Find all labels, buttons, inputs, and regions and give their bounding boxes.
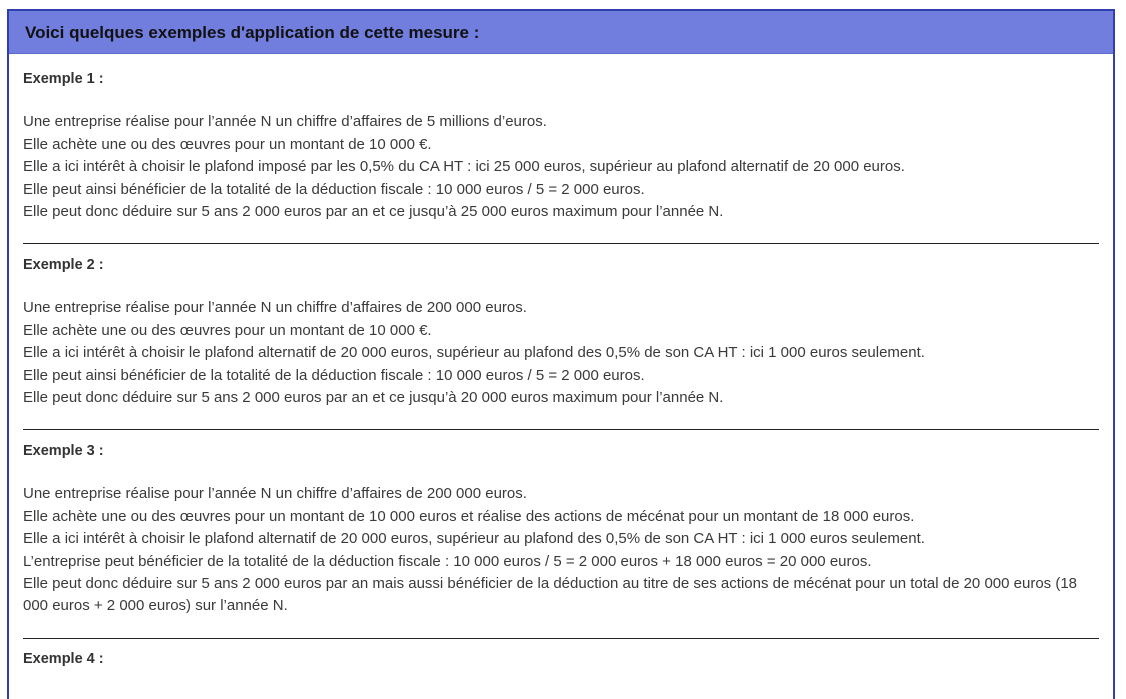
example-2-line-1: Une entreprise réalise pour l’année N un chiffre d’affaires de 200 000 euros. xyxy=(23,299,527,316)
example-separator xyxy=(23,243,1099,244)
example-1-line-4: Elle peut ainsi bénéficier de la totalité de la déduction fiscale : 10 000 euros / 5 = 2 000 euros. xyxy=(23,181,645,198)
example-3-title: Exemple 3 : xyxy=(23,443,104,459)
example-3-line-2: Elle achète une ou des œuvres pour un montant de 10 000 euros et réalise des actions de mécénat pour un montant de 18 000 euros. xyxy=(23,508,915,525)
example-1-line-5: Elle peut donc déduire sur 5 ans 2 000 euros par an et ce jusqu’à 25 000 euros maximum pour l’année N. xyxy=(23,203,724,220)
example-3-line-5: Elle peut donc déduire sur 5 ans 2 000 euros par an mais aussi bénéficier de la déduction au titre de ses actions de mécénat pour un total de 20 000 euros (18 000 euros + 2 000 euros) sur l’année N. xyxy=(23,575,1078,614)
example-3-line-4: L’entreprise peut bénéficier de la totalité de la déduction fiscale : 10 000 euros / 5 = 2 000 euros + 18 000 euros = 20 000 euros. xyxy=(23,553,872,570)
example-1-line-1: Une entreprise réalise pour l’année N un chiffre d’affaires de 5 millions d’euros. xyxy=(23,113,547,130)
example-3-line-1: Une entreprise réalise pour l’année N un chiffre d’affaires de 200 000 euros. xyxy=(23,485,527,502)
example-2-line-5: Elle peut donc déduire sur 5 ans 2 000 euros par an et ce jusqu’à 20 000 euros maximum pour l’année N. xyxy=(23,389,724,406)
example-2-line-3: Elle a ici intérêt à choisir le plafond alternatif de 20 000 euros, supérieur au plafond des 0,5% de son CA HT : ici 1 000 euros seulement. xyxy=(23,344,925,361)
example-separator xyxy=(23,429,1099,430)
example-2-line-2: Elle achète une ou des œuvres pour un montant de 10 000 €. xyxy=(23,322,432,339)
example-1-line-2: Elle achète une ou des œuvres pour un montant de 10 000 €. xyxy=(23,136,432,153)
example-1-line-3: Elle a ici intérêt à choisir le plafond imposé par les 0,5% du CA HT : ici 25 000 euros, supérieur au plafond alternatif de 20 000 euros. xyxy=(23,158,905,175)
example-1-title: Exemple 1 : xyxy=(23,71,104,87)
example-2-line-4: Elle peut ainsi bénéficier de la totalité de la déduction fiscale : 10 000 euros / 5 = 2 000 euros. xyxy=(23,367,645,384)
example-4-title: Exemple 4 : xyxy=(23,651,104,667)
examples-box xyxy=(7,9,1115,699)
example-separator xyxy=(23,638,1099,639)
example-3-line-3: Elle a ici intérêt à choisir le plafond alternatif de 20 000 euros, supérieur au plafond des 0,5% de son CA HT : ici 1 000 euros seulement. xyxy=(23,530,925,547)
box-header: Voici quelques exemples d'application de cette mesure : xyxy=(9,11,1113,54)
example-2-title: Exemple 2 : xyxy=(23,257,104,273)
